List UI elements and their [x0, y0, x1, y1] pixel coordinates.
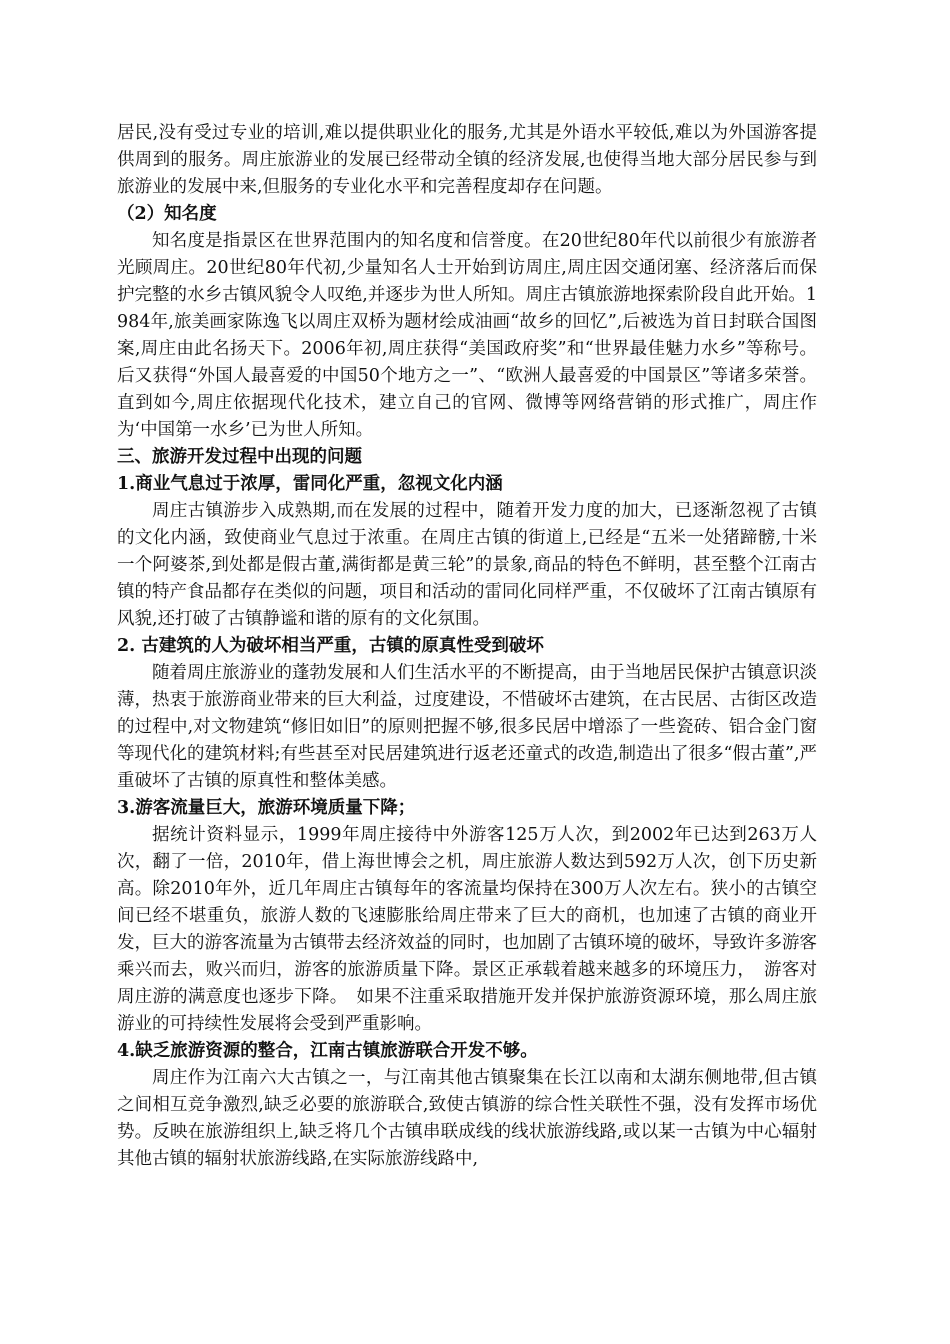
heading-section-3: 三、旅游开发过程中出现的问题	[117, 447, 362, 467]
paragraph-issue-1: 周庄古镇游步入成熟期,而在发展的过程中，随着开发力度的加大，已逐渐忽视了古镇的文化内涵，致使商业气息过于浓重。在周庄古镇的街道上,已经是“五米一处猪蹄髈,十米一个阿婆茶,到处都是假古董,满街都是黄三轮”的景象,商品的特色不鲜明，甚至整个江南古镇的特产食品都存在类似的问题，项目和活动的雷同化同样严重，不仅破坏了江南古镇原有风貌,还打破了古镇静谧和谐的原有的文化氛围。	[117, 501, 817, 629]
paragraph-fame: 知名度是指景区在世界范围内的知名度和信誉度。在20世纪80年代以前很少有旅游者光顾周庄。20世纪80年代初,少量知名人士开始到访周庄,周庄因交通闭塞、经济落后而保护完整的水乡古镇风貌令人叹绝,并逐步为世人所知。周庄古镇旅游地探索阶段自此开始。1984年,旅美画家陈逸飞以周庄双桥为题材绘成油画“故乡的回忆”,后被选为首日封联合国图案,周庄由此名扬天下。2006年初,周庄获得“美国政府奖”和“世界最佳魅力水乡”等称号。后又获得“外国人最喜爱的中国50个地方之一”、“欧洲人最喜爱的中国景区”等诸多荣誉。直到如今,周庄依据现代化技术，建立自己的官网、微博等网络营销的形式推广，周庄作为‘中国第一水乡’已为世人所知。	[117, 231, 817, 440]
heading-issue-1: 1.商业气息过于浓厚，雷同化严重，忽视文化内涵	[117, 474, 503, 494]
heading-fame: （2）知名度	[117, 204, 217, 224]
heading-issue-4: 4.缺乏旅游资源的整合，江南古镇旅游联合开发不够。	[117, 1041, 538, 1061]
paragraph-residents: 居民,没有受过专业的培训,难以提供职业化的服务,尤其是外语水平较低,难以为外国游客提供周到的服务。周庄旅游业的发展已经带动全镇的经济发展,也使得当地大部分居民参与到旅游业的发展中来,但服务的专业化水平和完善程度却存在问题。	[117, 123, 817, 197]
paragraph-issue-4: 周庄作为江南六大古镇之一，与江南其他古镇聚集在长江以南和太湖东侧地带,但古镇之间相互竞争激烈,缺乏必要的旅游联合,致使古镇游的综合性关联性不强，没有发挥市场优势。反映在旅游组织上,缺乏将几个古镇串联成线的线状旅游线路,或以某一古镇为中心辐射其他古镇的辐射状旅游线路,在实际旅游线路中,	[117, 1068, 817, 1169]
document-page	[117, 120, 817, 1173]
heading-issue-2: 2. 古建筑的人为破坏相当严重，古镇的原真性受到破坏	[117, 636, 544, 656]
heading-issue-3: 3.游客流量巨大，旅游环境质量下降；	[117, 798, 416, 818]
paragraph-issue-3: 据统计资料显示，1999年周庄接待中外游客125万人次，到2002年已达到263万人次，翻了一倍，2010年，借上海世博会之机，周庄旅游人数达到592万人次，创下历史新高。除2010年外，近几年周庄古镇每年的客流量均保持在300万人次左右。狭小的古镇空间已经不堪重负，旅游人数的飞速膨胀给周庄带来了巨大的商机，也加速了古镇的商业开发，巨大的游客流量为古镇带去经济效益的同时，也加剧了古镇环境的破坏，导致许多游客乘兴而去，败兴而归，游客的旅游质量下降。景区正承载着越来越多的环境压力， 游客对周庄游的满意度也逐步下降。 如果不注重采取措施开发并保护旅游资源环境，那么周庄旅游业的可持续性发展将会受到严重影响。	[117, 825, 817, 1034]
paragraph-issue-2: 随着周庄旅游业的蓬勃发展和人们生活水平的不断提高，由于当地居民保护古镇意识淡薄，热衷于旅游商业带来的巨大利益，过度建设，不惜破坏古建筑，在古民居、古街区改造的过程中,对文物建筑“修旧如旧”的原则把握不够,很多民居中增添了一些瓷砖、铝合金门窗等现代化的建筑材料;有些甚至对民居建筑进行返老还童式的改造,制造出了很多“假古董”,严重破坏了古镇的原真性和整体美感。	[117, 663, 818, 791]
